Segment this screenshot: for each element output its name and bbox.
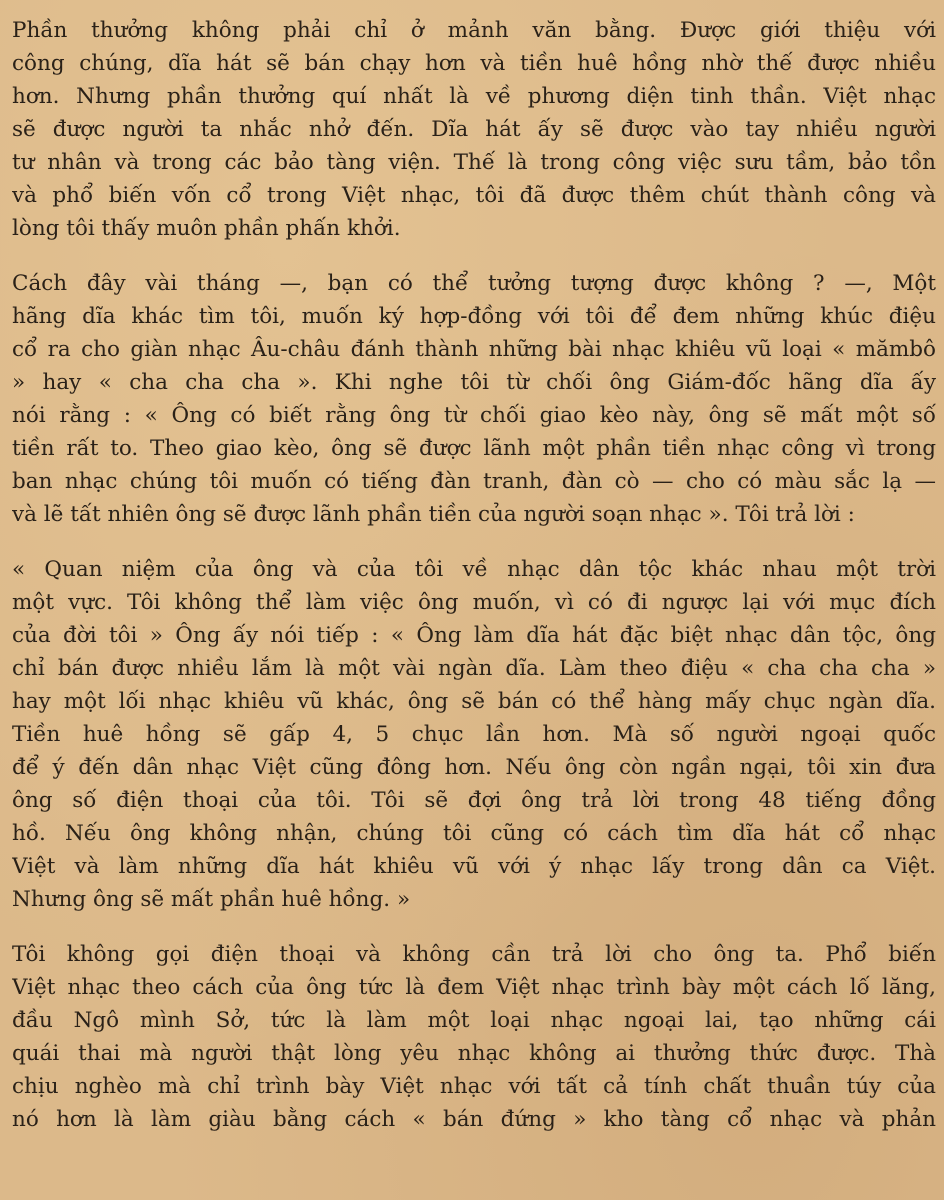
text-line: một vực. Tôi không thể làm việc ông muốn, vì có đi ngược lại với mục đích [12,590,936,615]
text-line: và lẽ tất nhiên ông sẽ được lãnh phần tiền của người soạn nhạc ». Tôi trả lời : [12,502,855,527]
text-line: của đời tôi » Ông ấy nói tiếp : « Ông làm dĩa hát đặc biệt nhạc dân tộc, ông [12,623,936,648]
text-line: quái thai mà người thật lòng yêu nhạc không ai thưởng thức được. Thà [12,1041,936,1066]
text-line: hồ. Nếu ông không nhận, chúng tôi cũng có cách tìm dĩa hát cổ nhạc [12,821,936,846]
text-line: để ý đến dân nhạc Việt cũng đông hơn. Nếu ông còn ngần ngại, tôi xin đưa [12,755,936,780]
paragraph-2 [12,267,936,531]
text-line: Nhưng ông sẽ mất phần huê hồng. » [12,887,411,912]
text-line: nó hơn là làm giàu bằng cách « bán đứng » kho tàng cổ nhạc và phản [12,1107,936,1132]
paragraph-1 [12,14,936,245]
text-line: cổ ra cho giàn nhạc Âu-châu đánh thành những bài nhạc khiêu vũ loại « mămbô [12,337,936,362]
text-line: « Quan niệm của ông và của tôi về nhạc dân tộc khác nhau một trời [12,557,936,582]
text-line: công chúng, dĩa hát sẽ bán chạy hơn và tiền huê hồng nhờ thế được nhiều [12,51,936,76]
text-line: ban nhạc chúng tôi muốn có tiếng đàn tranh, đàn cò — cho có màu sắc lạ — [12,469,936,494]
paragraph-3 [12,553,936,916]
text-line: Tiền huê hồng sẽ gấp 4, 5 chục lần hơn. Mà số người ngoại quốc [12,722,936,747]
paragraph-4 [12,938,936,1136]
text-line: hãng dĩa khác tìm tôi, muốn ký hợp-đồng với tôi để đem những khúc điệu [12,304,936,329]
paragraph-gap [12,916,936,938]
text-line: Việt nhạc theo cách của ông tức là đem Việt nhạc trình bày một cách lố lăng, [12,975,936,1000]
text-line: tư nhân và trong các bảo tàng viện. Thế là trong công việc sưu tầm, bảo tồn [12,150,936,175]
text-line: hơn. Nhưng phần thưởng quí nhất là về phương diện tinh thần. Việt nhạc [12,84,936,109]
text-line: tiền rất to. Theo giao kèo, ông sẽ được lãnh một phần tiền nhạc công vì trong [12,436,936,461]
text-line: nói rằng : « Ông có biết rằng ông từ chối giao kèo này, ông sẽ mất một số [12,403,936,428]
text-line: » hay « cha cha cha ». Khi nghe tôi từ chối ông Giám-đốc hãng dĩa ấy [12,370,936,395]
text-line: Việt và làm những dĩa hát khiêu vũ với ý nhạc lấy trong dân ca Việt. [12,854,936,879]
text-line: Tôi không gọi điện thoại và không cần trả lời cho ông ta. Phổ biến [12,942,936,967]
text-line: chỉ bán được nhiều lắm là một vài ngàn dĩa. Làm theo điệu « cha cha cha » [12,656,936,681]
text-line: và phổ biến vốn cổ trong Việt nhạc, tôi đã được thêm chút thành công và [12,183,936,208]
text-line: lòng tôi thấy muôn phần phấn khởi. [12,216,401,241]
text-line: hay một lối nhạc khiêu vũ khác, ông sẽ bán có thể hàng mấy chục ngàn dĩa. [12,689,936,714]
text-line: Cách đây vài tháng —, bạn có thể tưởng tượng được không ? —, Một [12,271,936,296]
text-line: Phần thưởng không phải chỉ ở mảnh văn bằng. Được giới thiệu với [12,18,936,43]
text-line: ông số điện thoại của tôi. Tôi sẽ đợi ông trả lời trong 48 tiếng đồng [12,788,936,813]
paragraph-gap [12,245,936,267]
text-line: chịu nghèo mà chỉ trình bày Việt nhạc với tất cả tính chất thuần túy của [12,1074,936,1099]
text-line: đầu Ngô mình Sở, tức là làm một loại nhạc ngoại lai, tạo những cái [12,1008,936,1033]
text-line: sẽ được người ta nhắc nhở đến. Dĩa hát ấy sẽ được vào tay nhiều người [12,117,936,142]
paragraph-gap [12,531,936,553]
